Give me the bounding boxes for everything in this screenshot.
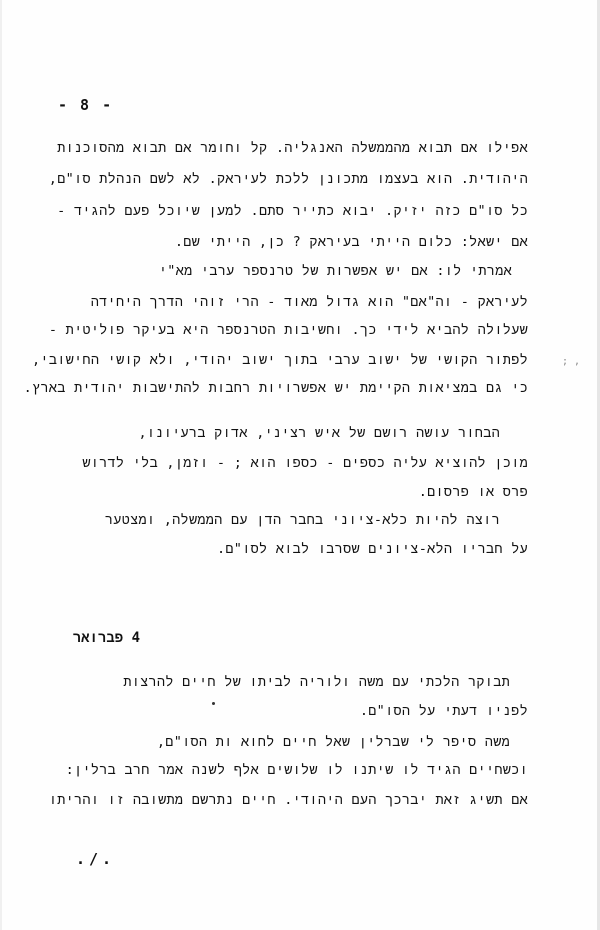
text-line-3: כל סו"ם כזה יזיק. יבוא כתייר סתם. למען שיוכל פעם להגיד -	[57, 203, 528, 219]
text-line-13: רוצה להיות כלא-ציוני בחבר הדן עם הממשלה, ומצטער	[104, 512, 500, 528]
text-line-7: שעלולה להביא לידי כך. וחשיבות הטרנספר היא בעיקר פוליטית -	[48, 322, 528, 338]
text-line-8: לפתור הקושי של ישוב ערבי בתוך ישוב יהודי, ולא קושי החישובי,	[32, 352, 528, 368]
text-line-17: משה סיפר לי שברלין שאל חיים לחוא ות הסו"ם,	[156, 734, 510, 750]
text-line-18: וכשחיים הגיד לו שיתנו לו שלושים אלף לשנה אמר חרב ברלין:	[65, 762, 528, 778]
text-line-6: לעיראק - וה"אם" הוא גדול מאוד - הרי זוהי הדרך היחידה	[90, 294, 528, 310]
text-line-4: אם ישאל: כלום הייתי בעיראק ? כן, הייתי שם.	[174, 234, 528, 250]
text-line-14: על חבריו הלא-ציונים שסרבו לבוא לסו"ם.	[216, 541, 528, 557]
margin-note: ; ,	[562, 356, 581, 367]
scan-edge-left	[0, 0, 2, 930]
text-line-9: כי גם במציאות הקיימת יש אפשרויות רחבות להתישבות יהודית בארץ.	[23, 380, 528, 396]
footer-continuation-mark: ./.	[76, 850, 116, 868]
stray-dot-mark	[212, 702, 215, 705]
text-line-15: תבוקר הלכתי עם משה ולוריה לביתו של חיים להרצות	[123, 674, 510, 690]
text-line-10: הבחור עושה רושם של איש רציני, אדוק ברעיונו,	[138, 425, 500, 441]
text-line-5: אמרתי לו: אם יש אפשרות של טרנספר ערבי מא"י	[158, 263, 512, 279]
page-number: - 8 -	[58, 96, 114, 114]
text-line-19: אם תשיג זאת יברכך העם היהודי. חיים נתרשם מתשובה זו והריתו	[48, 792, 528, 808]
text-line-1: אפילו אם תבוא מהממשלה האנגליה. קל וחומר אם תבוא מהסוכנות	[57, 140, 528, 156]
text-line-2: היהודית. הוא בעצמו מתכונן ללכת לעיראק. לא לשם הנהלת סו"ם,	[48, 171, 528, 187]
text-line-12: פרס או פרסום.	[418, 484, 528, 500]
text-line-16: לפניו דעתי על הסו"ם.	[359, 703, 528, 719]
date-heading: 4 פברואר	[72, 630, 140, 646]
text-line-11: מוכן להוציא עליה כספים - כספו הוא ; - וזמן, בלי לדרוש	[82, 455, 528, 471]
